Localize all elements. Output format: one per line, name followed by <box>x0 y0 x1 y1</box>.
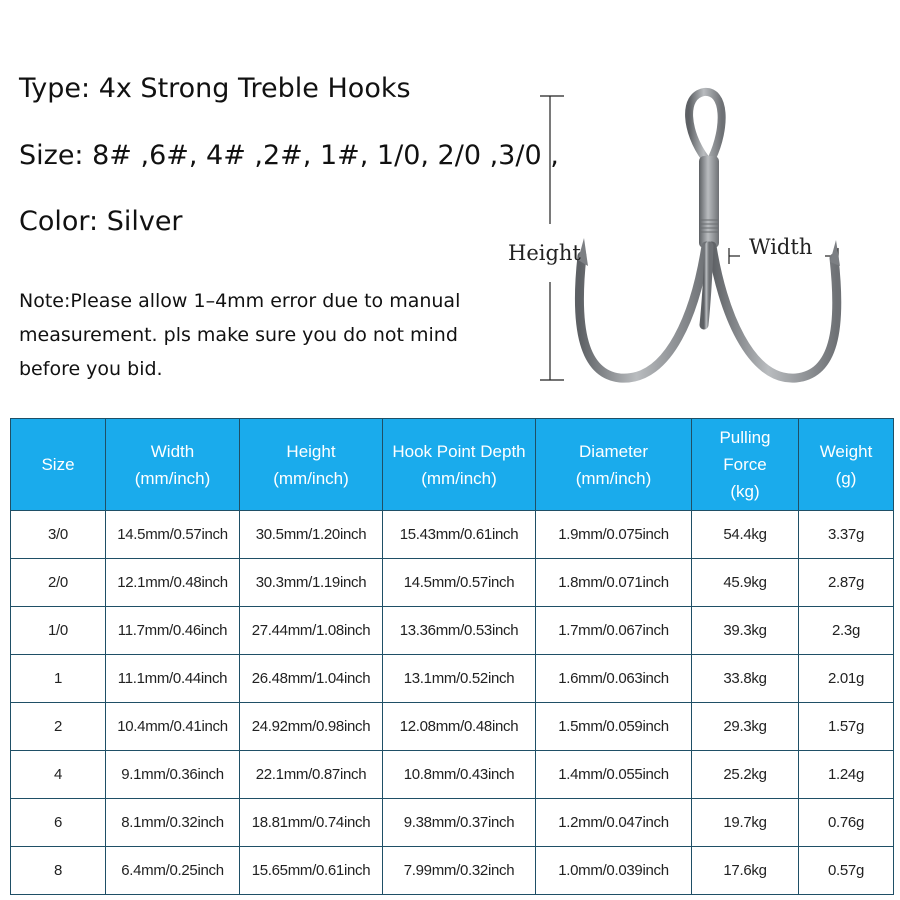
table-cell: 9.1mm/0.36inch <box>106 751 240 799</box>
table-row <box>11 847 894 895</box>
column-header-text: (g) <box>835 468 857 488</box>
table-body <box>11 511 894 895</box>
column-header <box>106 419 240 511</box>
table-cell: 1.2mm/0.047inch <box>536 799 692 847</box>
column-header-text: Pulling <box>719 428 771 447</box>
table-cell: 3.37g <box>799 511 894 559</box>
table-header <box>11 419 894 511</box>
table-row <box>11 655 894 703</box>
table-row <box>11 703 894 751</box>
column-header-text: Height <box>286 441 336 461</box>
table-cell: 6.4mm/0.25inch <box>106 847 240 895</box>
table-row <box>11 799 894 847</box>
column-header-text: (kg) <box>730 482 760 501</box>
header-row <box>11 419 894 511</box>
table-cell: 33.8kg <box>692 655 799 703</box>
table-cell: 2.87g <box>799 559 894 607</box>
table-cell: 3/0 <box>11 511 106 559</box>
spec-size: Size: 8# ,6#, 4# ,2#, 1#, 1/0, 2/0 ,3/0 , <box>19 140 559 171</box>
table-cell: 27.44mm/1.08inch <box>240 607 383 655</box>
column-header-text: Weight <box>819 441 873 461</box>
table-cell: 2.01g <box>799 655 894 703</box>
table-cell: 30.3mm/1.19inch <box>240 559 383 607</box>
table-cell: 8 <box>11 847 106 895</box>
spec-type: Type: 4x Strong Treble Hooks <box>19 73 411 104</box>
column-header-text: (mm/inch) <box>575 468 652 488</box>
table-cell: 2/0 <box>11 559 106 607</box>
table-row <box>11 511 894 559</box>
table-cell: 1.9mm/0.075inch <box>536 511 692 559</box>
table-cell: 22.1mm/0.87inch <box>240 751 383 799</box>
column-header <box>240 419 383 511</box>
table-cell: 19.7kg <box>692 799 799 847</box>
table-row <box>11 751 894 799</box>
table-cell: 1.57g <box>799 703 894 751</box>
table-cell: 13.36mm/0.53inch <box>383 607 536 655</box>
column-header <box>11 419 106 511</box>
column-header <box>536 419 692 511</box>
table-cell: 1/0 <box>11 607 106 655</box>
column-header <box>692 419 799 511</box>
table-cell: 7.99mm/0.32inch <box>383 847 536 895</box>
table-cell: 54.4kg <box>692 511 799 559</box>
table-cell: 18.81mm/0.74inch <box>240 799 383 847</box>
hook-eye <box>689 92 722 158</box>
table-cell: 11.1mm/0.44inch <box>106 655 240 703</box>
table-cell: 1.0mm/0.039inch <box>536 847 692 895</box>
height-label: Height <box>508 241 581 265</box>
column-header <box>799 419 894 511</box>
table-cell: 1.7mm/0.067inch <box>536 607 692 655</box>
table-cell: 24.92mm/0.98inch <box>240 703 383 751</box>
measurement-note: Note:Please allow 1–4mm error due to manual measurement. pls make sure you do not mind before you bid. <box>19 290 461 380</box>
table-cell: 15.65mm/0.61inch <box>240 847 383 895</box>
table-cell: 13.1mm/0.52inch <box>383 655 536 703</box>
table-cell: 45.9kg <box>692 559 799 607</box>
table-cell: 30.5mm/1.20inch <box>240 511 383 559</box>
table-cell: 12.08mm/0.48inch <box>383 703 536 751</box>
table-cell: 17.6kg <box>692 847 799 895</box>
table-cell: 10.4mm/0.41inch <box>106 703 240 751</box>
table-cell: 39.3kg <box>692 607 799 655</box>
hook-bends <box>579 246 836 378</box>
table-cell: 1.6mm/0.063inch <box>536 655 692 703</box>
table-cell: 8.1mm/0.32inch <box>106 799 240 847</box>
column-header-text: (mm/inch) <box>134 468 211 488</box>
table-cell: 15.43mm/0.61inch <box>383 511 536 559</box>
table-cell: 12.1mm/0.48inch <box>106 559 240 607</box>
column-header-text: Diameter <box>579 441 648 461</box>
table-row <box>11 607 894 655</box>
table-cell: 29.3kg <box>692 703 799 751</box>
table-cell: 2.3g <box>799 607 894 655</box>
table-cell: 1.5mm/0.059inch <box>536 703 692 751</box>
column-header-text: Size <box>41 455 75 474</box>
hook-shank <box>699 156 719 248</box>
width-label: Width <box>749 235 813 259</box>
table-cell: 1.24g <box>799 751 894 799</box>
table-cell: 11.7mm/0.46inch <box>106 607 240 655</box>
height-dimension-line <box>540 96 564 380</box>
table-cell: 1.8mm/0.071inch <box>536 559 692 607</box>
table-cell: 2 <box>11 703 106 751</box>
table-cell: 10.8mm/0.43inch <box>383 751 536 799</box>
table-cell: 25.2kg <box>692 751 799 799</box>
table-cell: 0.76g <box>799 799 894 847</box>
table-cell: 4 <box>11 751 106 799</box>
table-row <box>11 559 894 607</box>
column-header-text: (mm/inch) <box>273 468 349 488</box>
column-header-text: Hook Point Depth <box>392 441 526 461</box>
column-header-text: Force <box>723 455 767 474</box>
table-cell: 26.48mm/1.04inch <box>240 655 383 703</box>
table-cell: 14.5mm/0.57inch <box>383 559 536 607</box>
size-specification-table <box>10 418 894 895</box>
column-header-text: (mm/inch) <box>421 468 497 488</box>
table-cell: 1 <box>11 655 106 703</box>
table-cell: 9.38mm/0.37inch <box>383 799 536 847</box>
table-cell: 6 <box>11 799 106 847</box>
table-cell: 0.57g <box>799 847 894 895</box>
column-header-text: Width <box>150 441 195 461</box>
table-cell: 1.4mm/0.055inch <box>536 751 692 799</box>
spec-color: Color: Silver <box>19 206 183 237</box>
column-header <box>383 419 536 511</box>
table-cell: 14.5mm/0.57inch <box>106 511 240 559</box>
